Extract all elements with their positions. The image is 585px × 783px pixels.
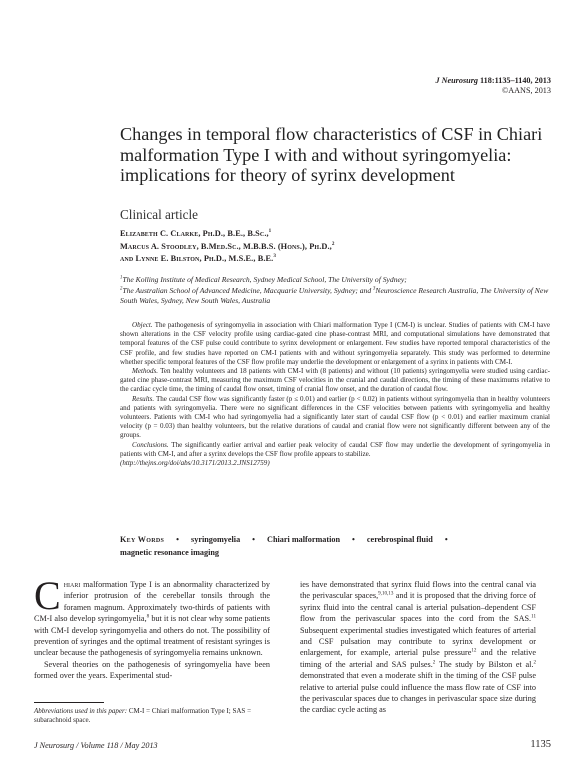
keywords [120,533,550,559]
body-paragraph-2: Several theories on the pathogenesis of syringomyelia have been formed over the years. Experimental stud- [34,659,270,681]
author-line-3: and Lynne E. Bilston, Ph.D., M.S.E., B.E.$^3$ [120,253,276,263]
journal-name: J Neurosurg [435,76,478,85]
journal-citation [435,76,551,86]
keyword-separator: • [176,535,180,544]
keyword: magnetic resonance imaging [120,548,219,557]
abstract-object: Object. The pathogenesis of syringomyelia in association with Chiari malformation Type I (CM-I) is unclear. Studies of patients with CM-I have shown alterations in the CSF velocity profile using cardiac-gated cine phase-contrast MRI, and computational simulations have demonstrated that temporal features of the CSF pulse could contribute to syrinx development or enlargement. Few studies have reported temporal characteristics of the CSF profile, and few studies have reported on CM-I patients with and without syringomyelia separately. This study was performed to determine whether specific temporal features of the CSF flow profile may underlie the development or enlargement of a syrinx in patients with CM-I. [120,321,550,366]
page-number: 1135 [530,739,551,750]
author-list [120,228,550,266]
keyword: syringomyelia [191,535,241,544]
keyword-separator: • [352,535,355,544]
journal-header [435,76,551,96]
abstract-results: Results. The caudal CSF flow was significantly faster (p ≤ 0.01) and earlier (p < 0.02) in patients without syringomyelia than in healthy volunteers and patients with syringomyelia. There were no significant differences in the CSF velocities between patients with syringomyelia and healthy volunteers. Patients with CM-I who had syringomyelia had a significantly later start of caudal CSF flow (p < 0.01) and earlier maximum cranial velocity (p = 0.03) than healthy volunteers, but the relative durations of caudal and cranial flow were not significantly different between any of the groups. [120,394,550,440]
body-paragraph-3: ies have demonstrated that syrinx fluid flows into the central canal via the perivascular spaces,$^{9,10,13}$ and it is proposed that the driving force of syrinx fluid into the central canal is arterial pulsation–dependent CSF flow from the perivascular spaces into the cord from the SAS.$^{11}$ Subsequent experimental studies investigated which features of arterial and CSF pulsation may contribute to syrinx development or enlargement, for example, arterial pulse pressure$^{12}$ and the relative timing of the arterial and SAS pulses.$^2$ The study by Bilston et al.$^2$ demonstrated that even a moderate shift in the timing of the CSF pulse relative to arterial pulse could influence the mass flow rate of CSF into the perivascular spaces due to changes in perivascular space size during the cardiac cycle acting as [300,580,536,715]
author-line-2: Marcus A. Stoodley, B.Med.Sc., M.B.B.S. (Hons.), Ph.D.,$^2$ [120,240,335,251]
article-title: Changes in temporal flow characteristics of CSF in Chiari malformation Type I with and without syringomyelia: implications for theory of syrinx development [120,124,543,185]
body-column-right [300,579,536,716]
author-line-1: Elizabeth C. Clarke, Ph.D., B.E., B.Sc.,$^1$ [120,228,272,238]
footer-citation: J Neurosurg / Volume 118 / May 2013 [34,741,158,750]
keyword-separator: • [444,535,448,544]
body-column-left [34,573,270,682]
copyright: ©AANS, 2013 [502,86,551,95]
footnote-divider [34,702,104,703]
affiliations [120,275,550,307]
body-paragraph-1: Chiari malformation Type I is an abnormality characterized by inferior protrusion of the cerebellar tonsils through the foramen magnum. Approximately two-thirds of patients with CM-I also develop syringomyelia,$^8$ but it is not clear why some patients with CM-I develop syringomyelia and others do not. The possibility of prevention of syringes and the optimal treatment of resistant syringes is unclear because the pathogenesis of syringomyelia remains unknown. [34,573,270,658]
abstract [120,321,550,468]
keyword: Chiari malformation [267,535,341,544]
footnote-abbreviations: Abbreviations used in this paper: CM-I = Chiari malformation Type I; SAS = subarachnoid space. [34,707,252,724]
abstract-methods: Methods. Ten healthy volunteers and 18 patients with CM-I with (8 patients) and without (10 patients) syringomyelia were studied using cardiac-gated cine phase-contrast MRI, measuring the maximum CSF velocities in the cranial and caudal directions, the timing of these maximums relative to the cardiac cycle time, the timing of caudal flow onset, timing of cranial flow onset, and the duration of caudal flow. [120,367,550,394]
keywords-label: Key Words [120,535,165,544]
keyword: cerebrospinal fluid [366,535,433,544]
abstract-conclusions: Conclusions. The significantly earlier arrival and earlier peak velocity of caudal CSF flow may underlie the development of syringomyelia in patients with CM-I, and after a syrinx develops the CSF flow profile appears to stabilize. [120,440,550,458]
affiliation-1: $^1$The Kolling Institute of Medical Research, Sydney Medical School, The University of Sydney; [120,275,407,284]
affiliation-2: $^2$The Australian School of Advanced Medicine, Macquarie University, Sydney; and $^3$Neuroscience Research Australia, The University of New South Wales, Sydney, New South Wales, Australia [120,285,549,306]
drop-cap: C [34,573,61,618]
doi-link[interactable]: (http://thejns.org/doi/abs/10.3171/2013.2.JNS12759) [120,459,270,468]
keyword-separator: • [252,535,256,544]
volume-pages: 118:1135–1140, 2013 [480,76,551,85]
article-type: Clinical article [120,207,198,222]
